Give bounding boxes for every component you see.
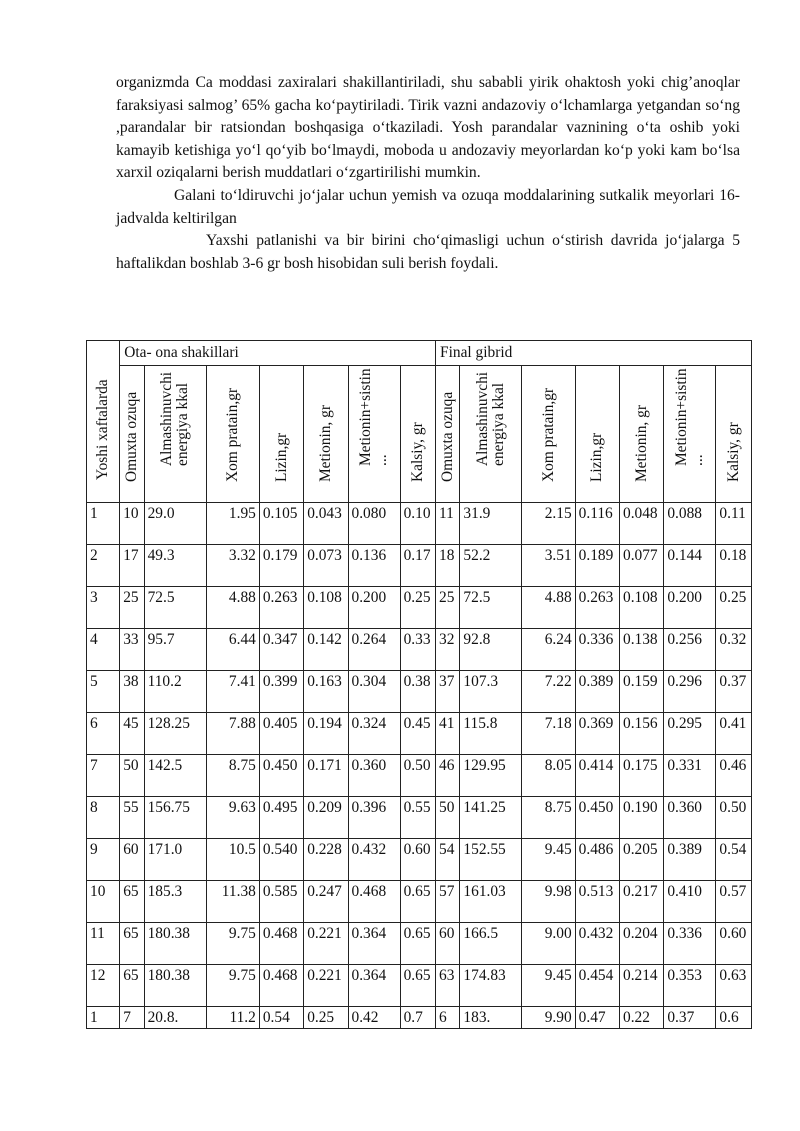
value-cell: 0.414 — [575, 755, 619, 797]
age-cell: 6 — [87, 713, 120, 755]
value-cell: 0.33 — [400, 629, 435, 671]
value-cell: 0.17 — [400, 545, 435, 587]
value-cell: 128.25 — [144, 713, 206, 755]
column-header — [522, 366, 575, 503]
age-cell: 12 — [87, 965, 120, 1007]
value-cell: 0.468 — [259, 965, 303, 1007]
table-row — [87, 965, 752, 1007]
column-header — [348, 366, 400, 503]
table-row — [87, 755, 752, 797]
value-cell: 33 — [120, 629, 144, 671]
value-cell: 50 — [120, 755, 144, 797]
value-cell: 2.15 — [522, 503, 575, 545]
value-cell: 0.46 — [716, 755, 752, 797]
value-cell: 17 — [120, 545, 144, 587]
value-cell: 0.369 — [575, 713, 619, 755]
value-cell: 46 — [436, 755, 460, 797]
value-cell: 6.44 — [206, 629, 259, 671]
column-header-label: Xom pratain,gr — [539, 387, 557, 482]
value-cell: 9.75 — [206, 923, 259, 965]
value-cell: 8.05 — [522, 755, 575, 797]
table-row — [87, 545, 752, 587]
value-cell: 0.108 — [620, 587, 664, 629]
value-cell: 0.65 — [400, 923, 435, 965]
value-cell: 8.75 — [522, 797, 575, 839]
value-cell: 156.75 — [144, 797, 206, 839]
age-cell: 7 — [87, 755, 120, 797]
age-cell: 1 — [87, 1007, 120, 1029]
value-cell: 60 — [120, 839, 144, 881]
value-cell: 174.83 — [460, 965, 522, 1007]
column-header — [575, 366, 619, 503]
value-cell: 141.25 — [460, 797, 522, 839]
value-cell: 18 — [436, 545, 460, 587]
value-cell: 0.048 — [620, 503, 664, 545]
value-cell: 0.7 — [400, 1007, 435, 1029]
value-cell: 0.204 — [620, 923, 664, 965]
value-cell: 0.38 — [400, 671, 435, 713]
value-cell: 0.47 — [575, 1007, 619, 1029]
column-header-label: Metionin+sistin ... — [357, 368, 391, 466]
value-cell: 7.88 — [206, 713, 259, 755]
value-cell: 92.8 — [460, 629, 522, 671]
value-cell: 72.5 — [144, 587, 206, 629]
parent-forms-header: Ota- ona shakillari — [120, 341, 436, 366]
value-cell: 0.540 — [259, 839, 303, 881]
value-cell: 65 — [120, 881, 144, 923]
table-row — [87, 713, 752, 755]
value-cell: 0.228 — [304, 839, 348, 881]
value-cell: 6.24 — [522, 629, 575, 671]
value-cell: 0.25 — [400, 587, 435, 629]
value-cell: 0.175 — [620, 755, 664, 797]
column-header-label: Omuxta ozuqa — [438, 391, 456, 482]
value-cell: 0.468 — [348, 881, 400, 923]
value-cell: 115.8 — [460, 713, 522, 755]
value-cell: 0.205 — [620, 839, 664, 881]
value-cell: 55 — [120, 797, 144, 839]
value-cell: 0.108 — [304, 587, 348, 629]
column-header — [120, 366, 144, 503]
value-cell: 0.336 — [575, 629, 619, 671]
age-cell: 8 — [87, 797, 120, 839]
column-header — [206, 366, 259, 503]
value-cell: 7.22 — [522, 671, 575, 713]
value-cell: 0.450 — [259, 755, 303, 797]
value-cell: 0.410 — [664, 881, 716, 923]
value-cell: 0.10 — [400, 503, 435, 545]
value-cell: 9.45 — [522, 839, 575, 881]
value-cell: 107.3 — [460, 671, 522, 713]
value-cell: 4.88 — [206, 587, 259, 629]
column-header — [716, 366, 752, 503]
value-cell: 0.399 — [259, 671, 303, 713]
value-cell: 52.2 — [460, 545, 522, 587]
value-cell: 4.88 — [522, 587, 575, 629]
value-cell: 142.5 — [144, 755, 206, 797]
value-cell: 54 — [436, 839, 460, 881]
value-cell: 0.077 — [620, 545, 664, 587]
value-cell: 0.189 — [575, 545, 619, 587]
value-cell: 0.55 — [400, 797, 435, 839]
table-row — [87, 839, 752, 881]
value-cell: 63 — [436, 965, 460, 1007]
value-cell: 10 — [120, 503, 144, 545]
value-cell: 110.2 — [144, 671, 206, 713]
value-cell: 60 — [436, 923, 460, 965]
value-cell: 9.63 — [206, 797, 259, 839]
column-header — [144, 366, 206, 503]
value-cell: 0.043 — [304, 503, 348, 545]
value-cell: 49.3 — [144, 545, 206, 587]
value-cell: 0.396 — [348, 797, 400, 839]
value-cell: 0.264 — [348, 629, 400, 671]
value-cell: 0.389 — [575, 671, 619, 713]
column-header — [620, 366, 664, 503]
value-cell: 0.304 — [348, 671, 400, 713]
value-cell: 0.63 — [716, 965, 752, 1007]
column-header — [460, 366, 522, 503]
value-cell: 0.45 — [400, 713, 435, 755]
value-cell: 0.513 — [575, 881, 619, 923]
age-cell: 1 — [87, 503, 120, 545]
value-cell: 0.450 — [575, 797, 619, 839]
value-cell: 152.55 — [460, 839, 522, 881]
value-cell: 65 — [120, 923, 144, 965]
value-cell: 0.32 — [716, 629, 752, 671]
table-row — [87, 881, 752, 923]
value-cell: 0.18 — [716, 545, 752, 587]
value-cell: 9.90 — [522, 1007, 575, 1029]
column-header-label: Metionin+sistin ... — [672, 368, 706, 466]
value-cell: 25 — [436, 587, 460, 629]
value-cell: 0.54 — [716, 839, 752, 881]
value-cell: 9.45 — [522, 965, 575, 1007]
age-cell: 2 — [87, 545, 120, 587]
age-cell: 4 — [87, 629, 120, 671]
value-cell: 25 — [120, 587, 144, 629]
value-cell: 0.214 — [620, 965, 664, 1007]
column-header-label: Metionin, gr — [316, 405, 334, 482]
value-cell: 0.331 — [664, 755, 716, 797]
table-row — [87, 797, 752, 839]
value-cell: 0.088 — [664, 503, 716, 545]
value-cell: 9.75 — [206, 965, 259, 1007]
value-cell: 0.324 — [348, 713, 400, 755]
value-cell: 0.190 — [620, 797, 664, 839]
value-cell: 32 — [436, 629, 460, 671]
value-cell: 0.432 — [575, 923, 619, 965]
value-cell: 0.65 — [400, 965, 435, 1007]
value-cell: 9.98 — [522, 881, 575, 923]
value-cell: 0.263 — [575, 587, 619, 629]
column-header — [400, 366, 435, 503]
feed-norms-table — [86, 340, 752, 1029]
value-cell: 37 — [436, 671, 460, 713]
value-cell: 95.7 — [144, 629, 206, 671]
column-header-label: Metionin, gr — [632, 405, 650, 482]
table-row — [87, 629, 752, 671]
value-cell: 0.256 — [664, 629, 716, 671]
age-weeks-header — [87, 341, 120, 503]
column-header — [259, 366, 303, 503]
value-cell: 65 — [120, 965, 144, 1007]
column-header — [304, 366, 348, 503]
table-row — [87, 503, 752, 545]
value-cell: 0.57 — [716, 881, 752, 923]
value-cell: 11 — [436, 503, 460, 545]
value-cell: 1.95 — [206, 503, 259, 545]
value-cell: 0.221 — [304, 923, 348, 965]
value-cell: 171.0 — [144, 839, 206, 881]
value-cell: 57 — [436, 881, 460, 923]
column-header-label: Kalsiy, gr — [724, 422, 742, 482]
value-cell: 0.360 — [348, 755, 400, 797]
body-text — [116, 72, 740, 275]
value-cell: 0.247 — [304, 881, 348, 923]
age-cell: 10 — [87, 881, 120, 923]
value-cell: 7.18 — [522, 713, 575, 755]
value-cell: 0.486 — [575, 839, 619, 881]
age-cell: 5 — [87, 671, 120, 713]
final-hybrid-header: Final gibrid — [436, 341, 752, 366]
value-cell: 129.95 — [460, 755, 522, 797]
value-cell: 0.25 — [304, 1007, 348, 1029]
value-cell: 161.03 — [460, 881, 522, 923]
value-cell: 7 — [120, 1007, 144, 1029]
value-cell: 20.8. — [144, 1007, 206, 1029]
value-cell: 0.336 — [664, 923, 716, 965]
value-cell: 0.60 — [400, 839, 435, 881]
value-cell: 11.2 — [206, 1007, 259, 1029]
value-cell: 0.389 — [664, 839, 716, 881]
paragraph: Galani to‘ldiruvchi jo‘jalar uchun yemish va ozuqa moddalarining sutkalik meyorlari 16- jadvalda keltirilgan — [116, 186, 740, 227]
value-cell: 8.75 — [206, 755, 259, 797]
value-cell: 0.11 — [716, 503, 752, 545]
value-cell: 0.144 — [664, 545, 716, 587]
value-cell: 0.60 — [716, 923, 752, 965]
value-cell: 0.364 — [348, 923, 400, 965]
value-cell: 0.468 — [259, 923, 303, 965]
value-cell: 0.54 — [259, 1007, 303, 1029]
value-cell: 0.159 — [620, 671, 664, 713]
value-cell: 72.5 — [460, 587, 522, 629]
value-cell: 0.142 — [304, 629, 348, 671]
column-header — [664, 366, 716, 503]
value-cell: 45 — [120, 713, 144, 755]
value-cell: 41 — [436, 713, 460, 755]
value-cell: 180.38 — [144, 923, 206, 965]
table-row — [87, 1007, 752, 1029]
value-cell: 0.22 — [620, 1007, 664, 1029]
value-cell: 0.37 — [664, 1007, 716, 1029]
paragraph: organizmda Ca moddasi zaxiralari shakillantiriladi, shu sababli yirik ohaktosh yoki chig’anoqlar faraksiyasi salmog’ 65% gacha ko‘paytiriladi. Tirik vazni andazoviy o‘lchamlarga yetgandan so‘ng ,parandalar bir ratsiondan boshqasiga o‘tkaziladi. Yosh parandalar vaznining o‘ta oshib yoki kamayib ketishiga yo‘l qo‘yib bo‘lmaydi, moboda u andozaviy meyorlardan ko‘p yoki kam bo‘lsa xarxil oziqalarni berish muddatlari o‘zgartirilishi mumkin. — [116, 74, 740, 182]
value-cell: 29.0 — [144, 503, 206, 545]
value-cell: 0.364 — [348, 965, 400, 1007]
paragraph: Yaxshi patlanishi va bir birini cho‘qimasligi uchun o‘stirish davrida jo‘jalarga 5 haftalikdan boshlab 3-6 gr bosh hisobidan suli berish foydali. — [116, 232, 740, 272]
value-cell: 0.080 — [348, 503, 400, 545]
value-cell: 0.221 — [304, 965, 348, 1007]
value-cell: 0.194 — [304, 713, 348, 755]
value-cell: 0.296 — [664, 671, 716, 713]
column-header-label: Kalsiy, gr — [408, 422, 426, 482]
value-cell: 0.073 — [304, 545, 348, 587]
column-header-label: Xom pratain,gr — [223, 387, 241, 482]
value-cell: 9.00 — [522, 923, 575, 965]
value-cell: 11.38 — [206, 881, 259, 923]
age-cell: 3 — [87, 587, 120, 629]
value-cell: 0.585 — [259, 881, 303, 923]
table-row — [87, 671, 752, 713]
value-cell: 0.495 — [259, 797, 303, 839]
value-cell: 31.9 — [460, 503, 522, 545]
value-cell: 0.200 — [664, 587, 716, 629]
value-cell: 0.454 — [575, 965, 619, 1007]
column-header-label: Omuxta ozuqa — [122, 391, 140, 482]
column-header-label: Almashinuvchi energiya kkal — [473, 371, 507, 466]
value-cell: 0.136 — [348, 545, 400, 587]
value-cell: 0.50 — [716, 797, 752, 839]
value-cell: 7.41 — [206, 671, 259, 713]
age-cell: 11 — [87, 923, 120, 965]
column-header-label: Lizin,gr — [272, 432, 290, 482]
value-cell: 6 — [436, 1007, 460, 1029]
value-cell: 38 — [120, 671, 144, 713]
value-cell: 0.295 — [664, 713, 716, 755]
value-cell: 0.263 — [259, 587, 303, 629]
value-cell: 3.51 — [522, 545, 575, 587]
value-cell: 183. — [460, 1007, 522, 1029]
column-header — [436, 366, 460, 503]
value-cell: 0.432 — [348, 839, 400, 881]
value-cell: 0.37 — [716, 671, 752, 713]
value-cell: 180.38 — [144, 965, 206, 1007]
value-cell: 0.105 — [259, 503, 303, 545]
value-cell: 50 — [436, 797, 460, 839]
value-cell: 0.65 — [400, 881, 435, 923]
column-header-label: Almashinuvchi energiya kkal — [158, 371, 192, 466]
age-cell: 9 — [87, 839, 120, 881]
value-cell: 0.50 — [400, 755, 435, 797]
value-cell: 0.25 — [716, 587, 752, 629]
table-row — [87, 923, 752, 965]
value-cell: 185.3 — [144, 881, 206, 923]
value-cell: 0.347 — [259, 629, 303, 671]
value-cell: 0.353 — [664, 965, 716, 1007]
value-cell: 0.200 — [348, 587, 400, 629]
value-cell: 0.405 — [259, 713, 303, 755]
value-cell: 0.41 — [716, 713, 752, 755]
value-cell: 0.138 — [620, 629, 664, 671]
value-cell: 3.32 — [206, 545, 259, 587]
value-cell: 0.42 — [348, 1007, 400, 1029]
value-cell: 0.163 — [304, 671, 348, 713]
value-cell: 0.116 — [575, 503, 619, 545]
value-cell: 0.179 — [259, 545, 303, 587]
value-cell: 0.6 — [716, 1007, 752, 1029]
column-header-label: Lizin,gr — [588, 432, 606, 482]
value-cell: 0.156 — [620, 713, 664, 755]
value-cell: 0.360 — [664, 797, 716, 839]
age-weeks-header-label: Yoshi xaftalarda — [94, 379, 112, 480]
value-cell: 166.5 — [460, 923, 522, 965]
value-cell: 0.171 — [304, 755, 348, 797]
value-cell: 10.5 — [206, 839, 259, 881]
table-row — [87, 587, 752, 629]
value-cell: 0.217 — [620, 881, 664, 923]
value-cell: 0.209 — [304, 797, 348, 839]
